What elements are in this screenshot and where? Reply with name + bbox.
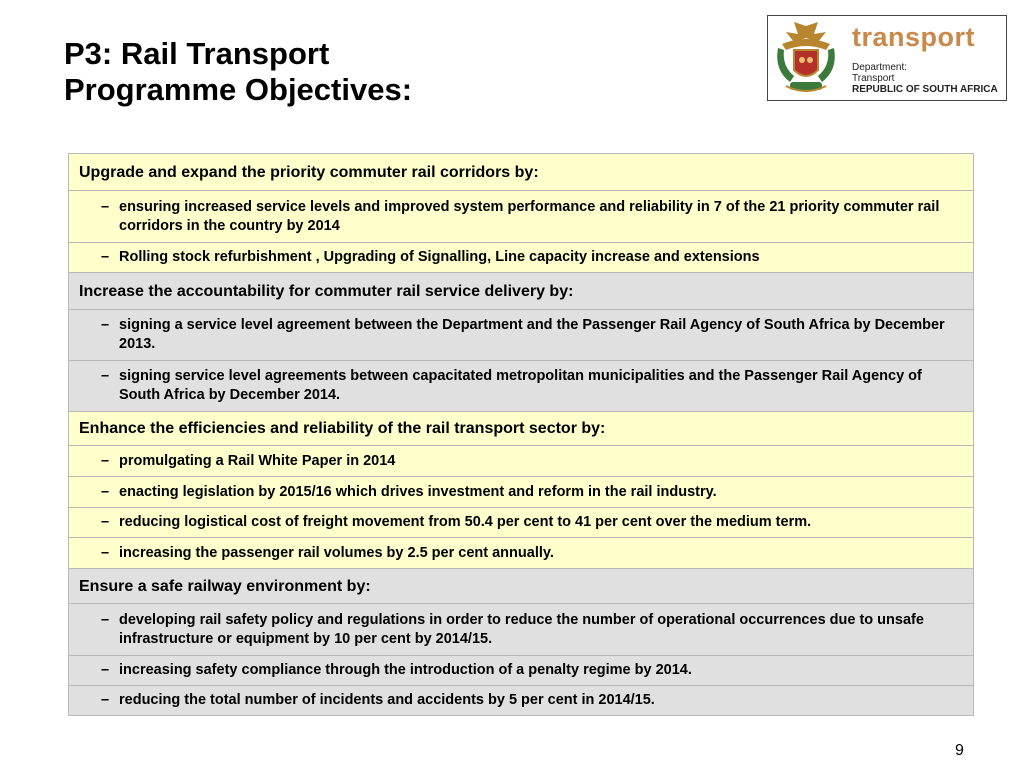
objective-item-row	[69, 508, 974, 538]
logo-dept-line-3: REPUBLIC OF SOUTH AFRICA	[852, 84, 998, 95]
objective-item	[69, 446, 974, 477]
objective-item-row	[69, 656, 974, 686]
dash-bullet: –	[101, 544, 110, 561]
logo-wordmark: transport	[852, 22, 976, 52]
objective-item-row	[69, 361, 974, 412]
objective-item-row	[69, 243, 974, 273]
logo-department-text	[852, 62, 998, 95]
objective-item-text: reducing the total number of incidents and accidents by 5 per cent in 2014/15.	[119, 692, 655, 708]
dash-bullet: –	[101, 483, 110, 500]
objective-item-row	[69, 477, 974, 508]
objective-item	[69, 508, 974, 538]
department-logo	[767, 15, 1007, 101]
objective-heading: Enhance the efficiencies and reliability of the rail transport sector by:	[69, 412, 974, 446]
objective-item-row	[69, 538, 974, 569]
objective-item-text: increasing the passenger rail volumes by 2.5 per cent annually.	[119, 544, 554, 561]
slide-title-line-1: P3: Rail Transport	[64, 36, 330, 71]
dash-bullet: –	[101, 611, 110, 628]
objective-item-row	[69, 191, 974, 243]
objective-item-row	[69, 686, 974, 716]
objective-item	[69, 686, 974, 716]
dash-bullet: –	[101, 692, 110, 708]
slide-title-line-2: Programme Objectives:	[64, 72, 413, 107]
objective-item-text: enacting legislation by 2015/16 which drives investment and reform in the rail industry.	[119, 483, 717, 500]
dash-bullet: –	[101, 249, 110, 265]
objectives-table	[68, 153, 974, 716]
logo-dept-line-2: Transport	[852, 73, 895, 84]
objective-item	[69, 604, 974, 656]
objective-heading: Increase the accountability for commuter rail service delivery by:	[69, 273, 974, 310]
objective-heading-row	[69, 569, 974, 604]
objective-item	[69, 191, 974, 243]
dash-bullet: –	[101, 662, 110, 678]
objective-item	[69, 477, 974, 508]
dash-bullet: –	[101, 368, 110, 384]
objective-item-text: reducing logistical cost of freight movement from 50.4 per cent to 41 per cent over the medium term.	[119, 514, 812, 530]
coat-of-arms-icon	[772, 20, 840, 98]
objective-heading: Ensure a safe railway environment by:	[69, 569, 974, 604]
logo-dept-line-1: Department:	[852, 62, 908, 73]
objective-heading-row	[69, 412, 974, 446]
dash-bullet: –	[101, 452, 110, 469]
objective-item-text: ensuring increased service levels and improved system performance and reliability in 7 of the 21 priority commuter rail corridors in the country by 2014	[119, 198, 940, 234]
objective-heading: Upgrade and expand the priority commuter rail corridors by:	[69, 154, 974, 191]
objective-item-row	[69, 446, 974, 477]
objective-heading-row	[69, 273, 974, 310]
objective-item-text: signing service level agreements between capacitated metropolitan municipalities and the Passenger Rail Agency of South Africa by December 2014.	[119, 368, 922, 403]
objective-item	[69, 361, 974, 412]
objective-item	[69, 538, 974, 569]
dash-bullet: –	[101, 198, 110, 215]
objective-item-text: increasing safety compliance through the introduction of a penalty regime by 2014.	[119, 662, 692, 678]
slide-title	[64, 36, 412, 108]
objective-item-text: Rolling stock refurbishment , Upgrading of Signalling, Line capacity increase and extensions	[119, 249, 760, 265]
objective-heading-row	[69, 154, 974, 191]
objective-item-row	[69, 310, 974, 361]
objective-item	[69, 310, 974, 361]
dash-bullet: –	[101, 317, 110, 333]
objective-item-text: developing rail safety policy and regulations in order to reduce the number of operational occurrences due to unsafe infrastructure or equipment by 10 per cent by 2014/15.	[119, 611, 924, 647]
objective-item	[69, 656, 974, 686]
objective-item	[69, 243, 974, 273]
page-number: 9	[955, 742, 964, 759]
dash-bullet: –	[101, 514, 110, 530]
objective-item-text: signing a service level agreement between the Department and the Passenger Rail Agency of South Africa by December 2013.	[119, 317, 945, 352]
objective-item-text: promulgating a Rail White Paper in 2014	[119, 452, 396, 469]
objective-item-row	[69, 604, 974, 656]
